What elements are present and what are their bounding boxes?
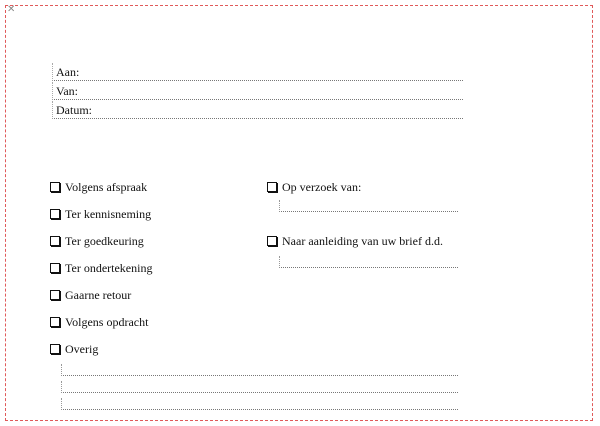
checkbox-icon[interactable] bbox=[50, 209, 60, 219]
crop-mark-icon: ✕ bbox=[7, 4, 16, 15]
option-op-verzoek-van[interactable] bbox=[267, 180, 361, 194]
from-label: Van: bbox=[56, 84, 78, 98]
option-ter-ondertekening[interactable] bbox=[50, 261, 152, 275]
option-naar-aanleiding[interactable] bbox=[267, 234, 443, 248]
checkbox-icon[interactable] bbox=[50, 182, 60, 192]
date-label: Datum: bbox=[56, 103, 92, 117]
option-label: Op verzoek van: bbox=[282, 180, 362, 194]
option-label: Naar aanleiding van uw brief d.d. bbox=[282, 234, 443, 248]
option-label: Gaarne retour bbox=[65, 288, 132, 302]
option-label: Volgens opdracht bbox=[65, 315, 149, 329]
brief-date-line[interactable] bbox=[279, 256, 458, 268]
option-volgens-opdracht[interactable] bbox=[50, 315, 148, 329]
option-label: Volgens afspraak bbox=[65, 180, 148, 194]
from-field[interactable] bbox=[52, 82, 463, 100]
to-field[interactable] bbox=[52, 63, 463, 81]
overig-line-2[interactable] bbox=[61, 381, 458, 393]
to-label: Aan: bbox=[56, 65, 80, 79]
checkbox-icon[interactable] bbox=[50, 290, 60, 300]
option-label: Ter ondertekening bbox=[65, 261, 153, 275]
checkbox-icon[interactable] bbox=[50, 263, 60, 273]
checkbox-icon[interactable] bbox=[50, 344, 60, 354]
date-field[interactable] bbox=[52, 101, 463, 119]
checkbox-icon[interactable] bbox=[50, 317, 60, 327]
option-label: Ter goedkeuring bbox=[65, 234, 144, 248]
checkbox-icon[interactable] bbox=[50, 236, 60, 246]
checkbox-icon[interactable] bbox=[267, 236, 277, 246]
option-label: Overig bbox=[65, 342, 99, 356]
option-label: Ter kennisneming bbox=[65, 207, 152, 221]
option-ter-kennisneming[interactable] bbox=[50, 207, 151, 221]
option-gaarne-retour[interactable] bbox=[50, 288, 131, 302]
option-overig[interactable] bbox=[50, 342, 98, 356]
form-page bbox=[5, 5, 593, 421]
option-ter-goedkeuring[interactable] bbox=[50, 234, 144, 248]
overig-line-3[interactable] bbox=[61, 398, 458, 410]
checkbox-icon[interactable] bbox=[267, 182, 277, 192]
overig-line-1[interactable] bbox=[61, 364, 458, 376]
option-volgens-afspraak[interactable] bbox=[50, 180, 147, 194]
op-verzoek-line[interactable] bbox=[279, 200, 458, 212]
